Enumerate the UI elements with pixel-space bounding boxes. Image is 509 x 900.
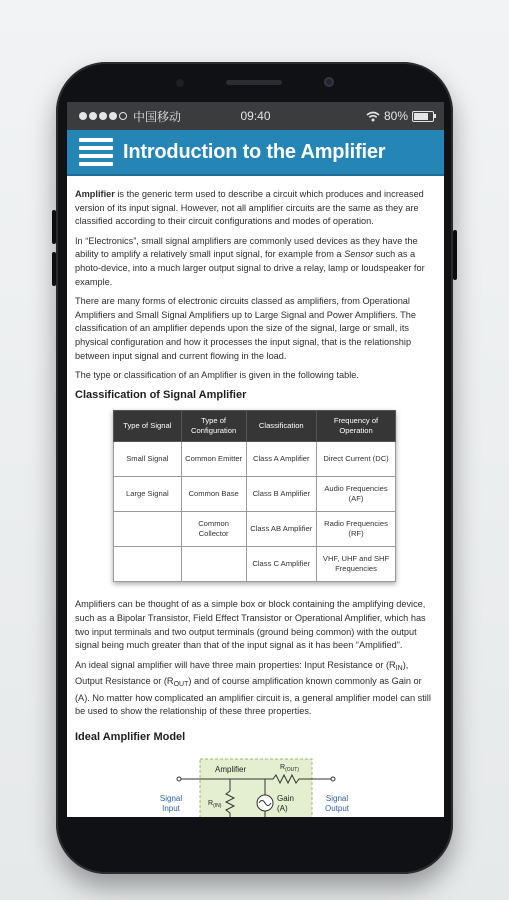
status-bar bbox=[67, 102, 444, 130]
table-cell: VHF, UHF and SHF Frequencies bbox=[317, 547, 396, 582]
battery-percent: 80% bbox=[383, 109, 408, 123]
phone-screen bbox=[67, 102, 444, 817]
table-header-row bbox=[114, 411, 396, 442]
table-cell: Large Signal bbox=[114, 477, 182, 512]
wifi-icon bbox=[366, 111, 380, 122]
table-cell bbox=[114, 547, 182, 582]
table-cell bbox=[114, 512, 182, 547]
gain-label: Gain bbox=[277, 793, 294, 803]
term-sensor: Sensor bbox=[344, 249, 374, 260]
column-header: Type of Signal bbox=[114, 411, 182, 442]
table-row bbox=[114, 477, 396, 512]
subscript-in: IN bbox=[395, 664, 403, 672]
heading-ideal-model: Ideal Amplifier Model bbox=[75, 731, 186, 744]
power-button bbox=[453, 230, 457, 280]
table-cell: Class B Amplifier bbox=[246, 477, 317, 512]
table-cell bbox=[181, 547, 246, 582]
table-cell: Radio Frequencies (RF) bbox=[317, 512, 396, 547]
signal-input-label-line1: Signal bbox=[159, 793, 183, 803]
table-cell: Direct Current (DC) bbox=[317, 442, 396, 477]
paragraph-properties-text-c: ) and of course amplification known commonly as Gain or (A). No matter how complicated an amplifier circuit is, a general amplifier model can still be used to show the relationship of these three properties. bbox=[75, 676, 431, 717]
signal-output-label-line1: Signal bbox=[325, 793, 349, 803]
classification-table bbox=[113, 410, 396, 582]
paragraph-small-signal-text-a: In “Electronics”, small signal amplifiers are commonly used devices as they have the ability to amplify a relatively small input signal, for example from a bbox=[75, 235, 418, 260]
paragraph-block: Amplifiers can be thought of as a simple box or block containing the amplifying device, such as a Bipolar Transistor, Field Effect Transistor or Operational Amplifier, which has two input terminals and two output terminals (ground being common) with the output signal being much greater than that of the input signal as it has been “Amplified”. bbox=[75, 599, 426, 651]
term-amplifier: Amplifier bbox=[75, 189, 115, 199]
paragraph-intro bbox=[75, 188, 434, 229]
table-cell: Class AB Amplifier bbox=[246, 512, 317, 547]
paragraph-properties-text-a: An ideal signal amplifier will have three main properties: Input Resistance or (R bbox=[75, 659, 396, 670]
paragraph-properties bbox=[75, 659, 434, 719]
battery-icon bbox=[412, 111, 434, 122]
paragraph-table-intro: The type or classification of an Amplifier is given in the following table. bbox=[75, 370, 359, 381]
article-content bbox=[67, 176, 444, 817]
volume-down-button bbox=[52, 252, 56, 286]
paragraph-intro-text: is the generic term used to describe a circuit which produces and increased version of its input signal. However, not all amplifier circuits are the same as they are classified according to their circuit configurations and modes of operation. bbox=[75, 189, 424, 227]
table-cell: Class C Amplifier bbox=[246, 547, 317, 582]
amplifier-box-label: Amplifier bbox=[215, 764, 247, 774]
phone-speaker bbox=[226, 80, 282, 85]
signal-input-label-line2: Input bbox=[162, 803, 180, 813]
subscript-out: OUT bbox=[173, 681, 189, 689]
ideal-amplifier-diagram bbox=[75, 753, 435, 817]
status-time: 09:40 bbox=[240, 109, 271, 123]
table-row bbox=[114, 442, 396, 477]
signal-strength-icon bbox=[79, 112, 127, 120]
table-row bbox=[114, 512, 396, 547]
column-header: Type of Configuration bbox=[181, 411, 246, 442]
phone-camera bbox=[324, 77, 334, 87]
paragraph-properties-text-b: ), Output Resistance or (R bbox=[75, 659, 409, 687]
column-header: Frequency of Operation bbox=[317, 411, 396, 442]
page-title: Introduction to the Amplifier bbox=[123, 140, 386, 163]
rin-label: $R_{(IN)}$ bbox=[208, 799, 222, 809]
input-terminal bbox=[177, 777, 181, 781]
paragraph-small-signal bbox=[75, 235, 434, 289]
table-cell: Audio Frequencies (AF) bbox=[317, 477, 396, 512]
app-bar bbox=[67, 130, 444, 176]
table-cell: Common Collector bbox=[181, 512, 246, 547]
rout-label: $R_{(OUT)}$ bbox=[280, 763, 299, 773]
amplifier-model-svg bbox=[75, 753, 435, 817]
gain-symbol: (A) bbox=[277, 803, 288, 813]
output-terminal bbox=[331, 777, 335, 781]
table-cell: Small Signal bbox=[114, 442, 182, 477]
volume-up-button bbox=[52, 210, 56, 244]
table-row bbox=[114, 547, 396, 582]
table-cell: Common Emitter bbox=[181, 442, 246, 477]
heading-classification: Classification of Signal Amplifier bbox=[75, 388, 247, 401]
paragraph-small-signal-text-b: such as a photo-device, into a much larger output signal to drive a relay, lamp or loudspeaker for example. bbox=[75, 249, 425, 287]
table-cell: Common Base bbox=[181, 477, 246, 512]
paragraph-forms: There are many forms of electronic circuits classed as amplifiers, from Operational Amplifiers and Small Signal Amplifiers up to Large Signal and Power Amplifiers. The classification of an amplifier depends upon the size of the signal, large or small, its physical configuration and how it processes the input signal, that is the relationship between input signal and current flowing in the load. bbox=[75, 296, 416, 361]
hamburger-menu-icon[interactable] bbox=[79, 138, 113, 166]
column-header: Classification bbox=[246, 411, 317, 442]
phone-sensor bbox=[176, 79, 184, 87]
carrier-name: 中国移动 bbox=[133, 109, 182, 124]
signal-output-label-line2: Output bbox=[324, 803, 350, 813]
table-cell: Class A Amplifier bbox=[246, 442, 317, 477]
